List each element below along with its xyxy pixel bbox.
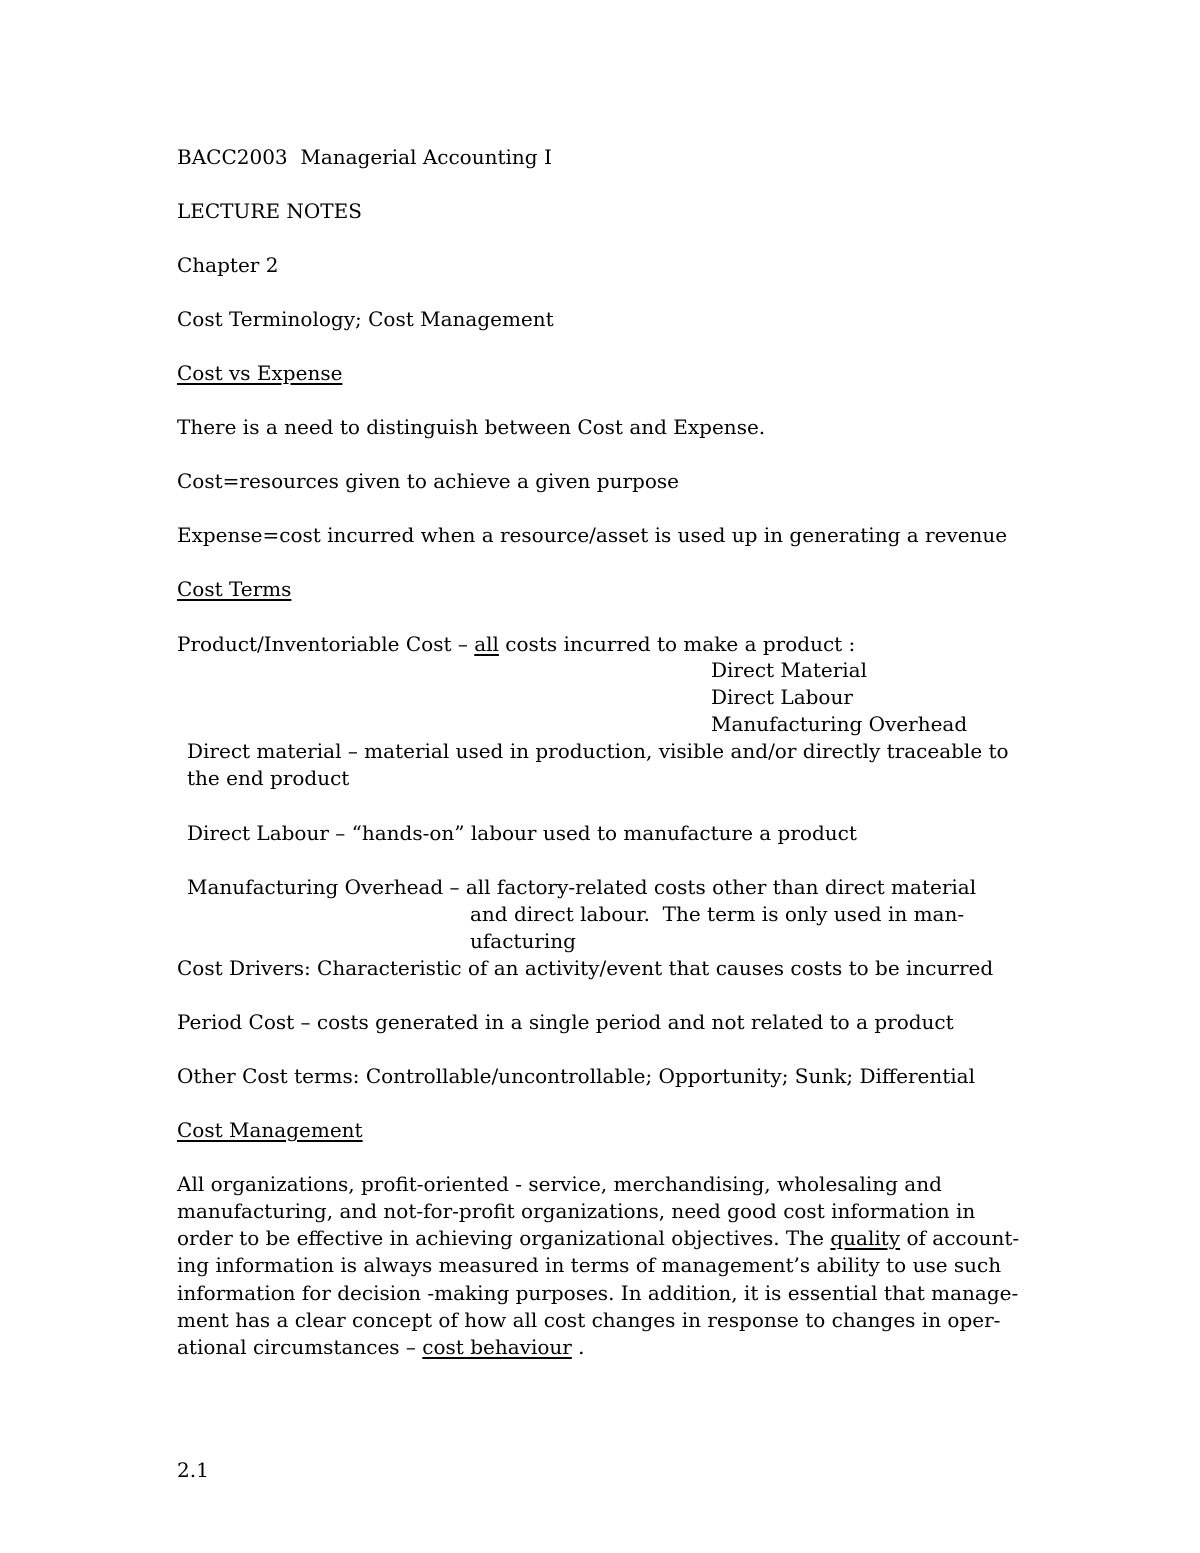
- cost-definition: Cost=resources given to achieve a given purpose: [177, 469, 679, 493]
- cost-management-para-line2: manufacturing, and not-for-profit organizations, need good cost information in: [177, 1199, 976, 1223]
- product-cost-prefix: Product/Inventoriable Cost –: [177, 632, 475, 656]
- other-cost-terms: Other Cost terms: Controllable/uncontrollable; Opportunity; Sunk; Differential: [177, 1064, 975, 1088]
- product-cost-emphasis: all: [474, 632, 499, 656]
- component-direct-material: Direct Material: [711, 658, 867, 682]
- cost-behaviour-emphasis: cost behaviour: [422, 1335, 572, 1359]
- overhead-definition-line2: and direct labour. The term is only used in man-: [470, 902, 965, 926]
- notes-label: LECTURE NOTES: [177, 199, 362, 223]
- cost-management-heading: Cost Management: [177, 1118, 363, 1142]
- cost-management-para-line7: [177, 1334, 585, 1361]
- overhead-definition-line3: ufacturing: [470, 929, 576, 953]
- direct-material-definition-line2: the end product: [187, 766, 350, 790]
- component-manufacturing-overhead: Manufacturing Overhead: [711, 712, 968, 736]
- cost-management-para-line3: [177, 1225, 1019, 1252]
- cost-vs-expense-heading: Cost vs Expense: [177, 361, 343, 385]
- direct-labour-definition: Direct Labour – “hands-on” labour used to manufacture a product: [187, 821, 857, 845]
- cost-management-para-line4: ing information is always measured in terms of management’s ability to use such: [177, 1253, 1002, 1277]
- page-number: 2.1: [177, 1458, 209, 1482]
- cost-drivers-definition: Cost Drivers: Characteristic of an activity/event that causes costs to be incurred: [177, 956, 994, 980]
- quality-emphasis: quality: [830, 1226, 901, 1250]
- overhead-definition-line1: Manufacturing Overhead – all factory-related costs other than direct material: [187, 875, 977, 899]
- para-line3-pre: order to be effective in achieving organizational objectives. The: [177, 1226, 831, 1250]
- cost-expense-intro: There is a need to distinguish between Cost and Expense.: [177, 415, 766, 439]
- product-cost-suffix: costs incurred to make a product :: [498, 632, 856, 656]
- cost-management-para-line6: ment has a clear concept of how all cost changes in response to changes in oper-: [177, 1308, 1001, 1332]
- product-cost-line: [177, 631, 855, 658]
- course-line: BACC2003 Managerial Accounting I: [177, 145, 552, 169]
- direct-material-definition-line1: Direct material – material used in production, visible and/or directly traceable to: [187, 739, 1009, 763]
- chapter-label: Chapter 2: [177, 253, 279, 277]
- topic-title: Cost Terminology; Cost Management: [177, 307, 554, 331]
- cost-terms-heading: Cost Terms: [177, 577, 292, 601]
- component-direct-labour: Direct Labour: [711, 685, 853, 709]
- para-line7-post: .: [571, 1335, 585, 1359]
- para-line7-pre: ational circumstances –: [177, 1335, 423, 1359]
- cost-management-para-line1: All organizations, profit-oriented - service, merchandising, wholesaling and: [177, 1172, 942, 1196]
- period-cost-definition: Period Cost – costs generated in a single period and not related to a product: [177, 1010, 954, 1034]
- para-line3-post: of account-: [900, 1226, 1020, 1250]
- cost-management-para-line5: information for decision -making purposes. In addition, it is essential that manage-: [177, 1281, 1019, 1305]
- expense-definition: Expense=cost incurred when a resource/asset is used up in generating a revenue: [177, 523, 1008, 547]
